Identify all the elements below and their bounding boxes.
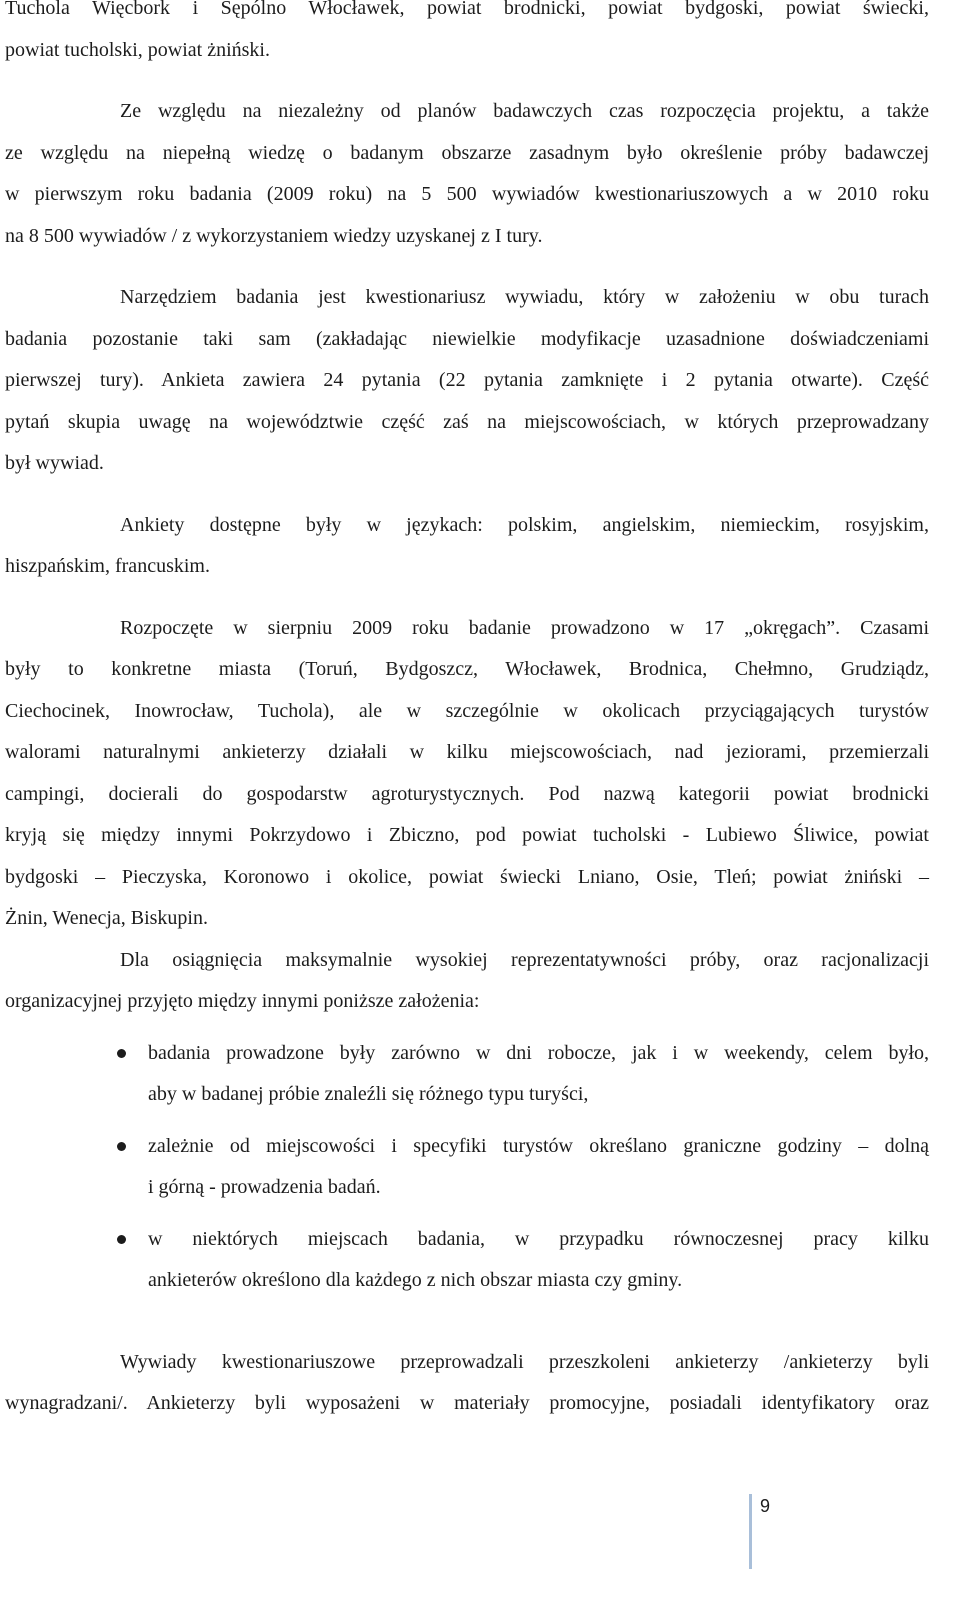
paragraph-line: Dla osiągnięcia maksymalnie wysokiej reprezentatywności próby, oraz racjonalizacji bbox=[120, 948, 929, 971]
document-page bbox=[5, 0, 929, 1425]
paragraph-line: Ze względu na niezależny od planów badawczych czas rozpoczęcia projektu, a także bbox=[120, 100, 929, 122]
bullet-icon bbox=[117, 1142, 126, 1151]
paragraph-line: kryją się między innymi Pokrzydowo i Zbiczno, pod powiat tucholski - Lubiewo Śliwice, powiat bbox=[5, 824, 929, 846]
footer-rule bbox=[749, 1494, 752, 1569]
bullet-list bbox=[5, 1033, 929, 1302]
paragraph-line: walorami naturalnymi ankieterzy działali w kilku miejscowościach, nad jeziorami, przemierzali bbox=[5, 741, 929, 763]
paragraph-line: organizacyjnej przyjęto między innymi poniższe założenia: bbox=[5, 990, 480, 1012]
paragraph-line: Żnin, Wenecja, Biskupin. bbox=[5, 907, 208, 929]
paragraph-line: pierwszej tury). Ankieta zawiera 24 pytania (22 pytania zamknięte i 2 pytania otwarte). Część bbox=[5, 369, 929, 391]
paragraph-line: ze względu na niepełną wiedzę o badanym obszarze zasadnym było określenie próby badawczej bbox=[5, 141, 929, 164]
paragraph-line: były to konkretne miasta (Toruń, Bydgoszcz, Włocławek, Brodnica, Chełmno, Grudziądz, bbox=[5, 658, 929, 680]
paragraph-line: ankieterów określono dla każdego z nich obszar miasta czy gminy. bbox=[148, 1269, 683, 1291]
list-item bbox=[5, 1033, 929, 1116]
paragraph-line: w pierwszym roku badania (2009 roku) na 5 500 wywiadów kwestionariuszowych a w 2010 roku bbox=[5, 183, 929, 205]
paragraph-line: wynagradzani/. Ankieterzy byli wyposażeni w materiały promocyjne, posiadali identyfikatory oraz bbox=[5, 1392, 929, 1414]
bullet-icon bbox=[117, 1049, 126, 1058]
paragraph-line: był wywiad. bbox=[5, 452, 104, 474]
list-item bbox=[5, 1126, 929, 1209]
paragraph-line: hiszpańskim, francuskim. bbox=[5, 555, 210, 577]
paragraph-line: powiat tucholski, powiat żniński. bbox=[5, 38, 270, 61]
paragraph-line: i górną - prowadzenia badań. bbox=[148, 1176, 381, 1198]
paragraph-line: Ciechocinek, Inowrocław, Tuchola), ale w szczególnie w okolicach przyciągających turystów bbox=[5, 699, 929, 722]
paragraph-line: badania prowadzone były zarówno w dni robocze, jak i w weekendy, celem było, bbox=[148, 1041, 929, 1064]
paragraph-line: w niektórych miejscach badania, w przypadku równoczesnej pracy kilku bbox=[148, 1227, 929, 1250]
paragraph-line: Wywiady kwestionariuszowe przeprowadzali przeszkoleni ankieterzy /ankieterzy byli bbox=[120, 1350, 929, 1373]
paragraph-line: Ankiety dostępne były w językach: polskim, angielskim, niemieckim, rosyjskim, bbox=[120, 513, 929, 536]
paragraph-line: aby w badanej próbie znaleźli się różnego typu turyści, bbox=[148, 1083, 589, 1105]
paragraph-line: zależnie od miejscowości i specyfiki turystów określano graniczne godziny – dolną bbox=[148, 1134, 929, 1157]
paragraph-line: bydgoski – Pieczyska, Koronowo i okolice, powiat świecki Lniano, Osie, Tleń; powiat żniński – bbox=[5, 865, 929, 888]
bullet-icon bbox=[117, 1235, 126, 1244]
paragraph-line: Tuchola Więcbork i Sępólno Włocławek, powiat brodnicki, powiat bydgoski, powiat świecki, bbox=[5, 0, 929, 19]
paragraph-line: Rozpoczęte w sierpniu 2009 roku badanie prowadzono w 17 „okręgach”. Czasami bbox=[120, 616, 929, 639]
paragraph-line: pytań skupia uwagę na województwie część zaś na miejscowościach, w których przeprowadzany bbox=[5, 410, 929, 433]
list-item bbox=[5, 1219, 929, 1302]
paragraph-line: Narzędziem badania jest kwestionariusz wywiadu, który w założeniu w obu turach bbox=[120, 286, 929, 308]
paragraph-line: badania pozostanie taki sam (zakładając niewielkie modyfikacje uzasadnione doświadczeniami bbox=[5, 327, 929, 350]
page-number: 9 bbox=[760, 1496, 771, 1516]
paragraph-line: campingi, docierali do gospodarstw agroturystycznych. Pod nazwą kategorii powiat brodnicki bbox=[5, 782, 929, 805]
paragraph-line: na 8 500 wywiadów / z wykorzystaniem wiedzy uzyskanej z I tury. bbox=[5, 224, 543, 247]
